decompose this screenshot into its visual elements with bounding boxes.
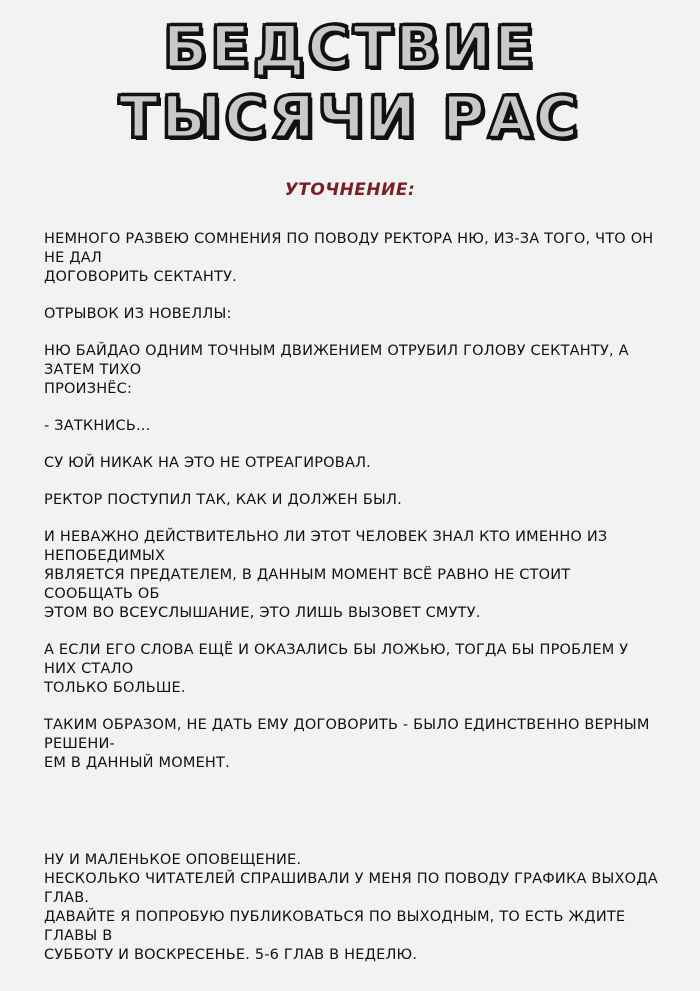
text-line: ЭТОМ ВО ВСЕУСЛЫШАНИЕ, ЭТО ЛИШЬ ВЫЗОВЕТ СМУТУ.: [44, 605, 481, 621]
text-line: И НЕВАЖНО ДЕЙСТВИТЕЛЬНО ЛИ ЭТОТ ЧЕЛОВЕК ЗНАЛ КТО ИМЕННО ИЗ НЕПОБЕДИМЫХ: [44, 529, 608, 564]
text-line: ДОГОВОРИТЬ СЕКТАНТУ.: [44, 269, 237, 285]
text-line: НЕМНОГО РАЗВЕЮ СОМНЕНИЯ ПО ПОВОДУ РЕКТОРА НЮ, ИЗ-ЗА ТОГО, ЧТО ОН НЕ ДАЛ: [44, 231, 654, 266]
paragraph: [44, 454, 664, 473]
paragraph: [44, 528, 664, 623]
title-line-2: ТЫСЯЧИ РАС: [118, 83, 582, 151]
paragraph: [44, 491, 664, 510]
text-line: СУББОТУ И ВОСКРЕСЕНЬЕ. 5-6 ГЛАВ В НЕДЕЛЮ.: [44, 947, 418, 963]
text-line: ПРОИЗНЁС:: [44, 381, 133, 397]
text-line: А ЕСЛИ ЕГО СЛОВА ЕЩЁ И ОКАЗАЛИСЬ БЫ ЛОЖЬЮ, ТОГДА БЫ ПРОБЛЕМ У НИХ СТАЛО: [44, 642, 629, 677]
text-line: НЕСКОЛЬКО ЧИТАТЕЛЕЙ СПРАШИВАЛИ У МЕНЯ ПО ПОВОДУ ГРАФИКА ВЫХОДА ГЛАВ.: [44, 871, 658, 906]
announcement-paragraph: [44, 851, 664, 965]
text-line: ЯВЛЯЕТСЯ ПРЕДАТЕЛЕМ, В ДАННЫМ МОМЕНТ ВСЁ РАВНО НЕ СТОИТ СООБЩАТЬ ОБ: [44, 567, 571, 602]
text-line: ДАВАЙТЕ Я ПОПРОБУЮ ПУБЛИКОВАТЬСЯ ПО ВЫХОДНЫМ, ТО ЕСТЬ ЖДИТЕ ГЛАВЫ В: [44, 909, 626, 944]
paragraph: [44, 716, 664, 773]
paragraph: [44, 417, 664, 436]
paragraph: [44, 305, 664, 324]
paragraph: [44, 230, 664, 287]
text-line: ЕМ В ДАННЫЙ МОМЕНТ.: [44, 755, 230, 771]
text-line: СУ ЮЙ НИКАК НА ЭТО НЕ ОТРЕАГИРОВАЛ.: [44, 455, 371, 471]
text-line: ТАКИМ ОБРАЗОМ, НЕ ДАТЬ ЕМУ ДОГОВОРИТЬ - БЫЛО ЕДИНСТВЕННО ВЕРНЫМ РЕШЕНИ-: [44, 717, 650, 752]
subtitle: УТОЧНЕНИЕ:: [284, 180, 416, 200]
text-line: НУ И МАЛЕНЬКОЕ ОПОВЕЩЕНИЕ.: [44, 852, 302, 868]
text-line: НЮ БАЙДАО ОДНИМ ТОЧНЫМ ДВИЖЕНИЕМ ОТРУБИЛ ГОЛОВУ СЕКТАНТУ, А ЗАТЕМ ТИХО: [44, 343, 629, 378]
body-text: [44, 230, 664, 983]
text-line: ОТРЫВОК ИЗ НОВЕЛЛЫ:: [44, 306, 232, 322]
paragraph: [44, 641, 664, 698]
text-line: ТОЛЬКО БОЛЬШЕ.: [44, 680, 186, 696]
paragraph: [44, 342, 664, 399]
text-line: РЕКТОР ПОСТУПИЛ ТАК, КАК И ДОЛЖЕН БЫЛ.: [44, 492, 402, 508]
text-line: - ЗАТКНИСЬ...: [44, 418, 151, 434]
title-line-1: БЕДСТВИЕ: [163, 13, 537, 81]
